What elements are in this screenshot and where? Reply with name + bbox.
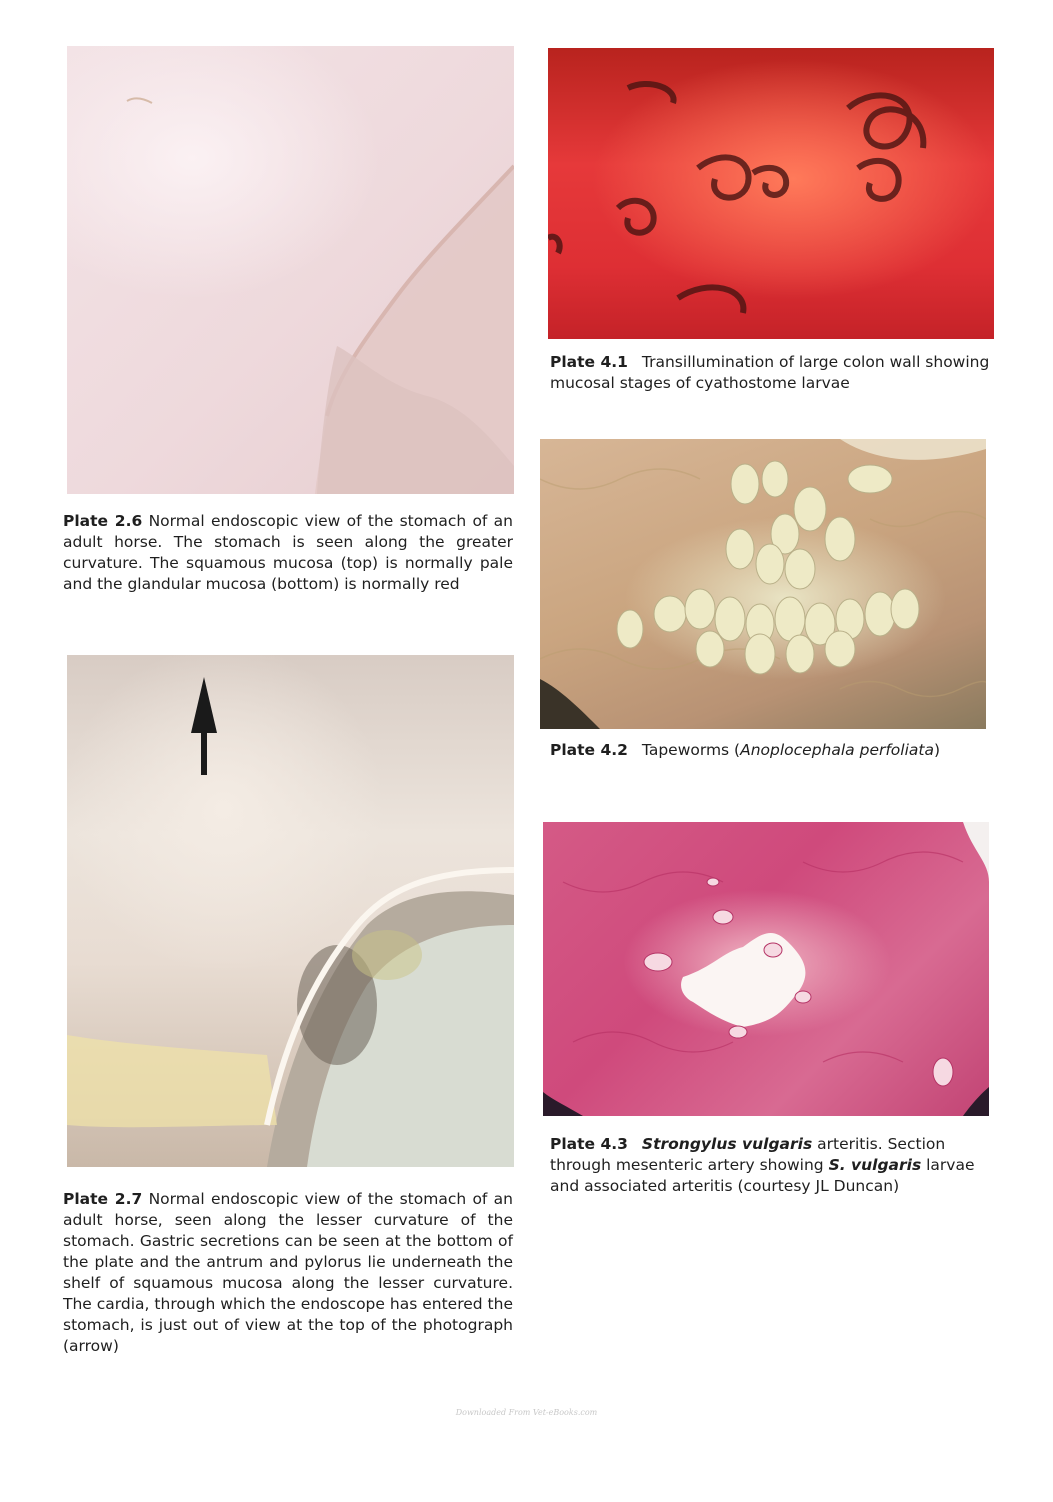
plate-4-1-figure [548,48,994,339]
plate-4-1-text: Transillumination of large colon wall showing mucosal stages of cyathostome larvae [550,353,990,392]
plate-4-2-figure [540,439,986,729]
plate-2-6-image [67,46,514,494]
plate-2-7-text: Normal endoscopic view of the stomach of an adult horse, seen along the lesser curvature of the stomach. Gastric secretions can be seen at the bottom of the plate and the antrum and pylorus lie underneath the shelf of squamous mucosa along the lesser curvature. The cardia, through which the endoscope has entered the stomach, is just out of view at the top of the photograph (arrow) [63,1190,513,1355]
plate-2-7-image [67,655,514,1167]
arrow-icon [191,677,217,733]
plate-4-2-text-prefix: Tapeworms ( [641,741,741,759]
plate-4-1-label: Plate 4.1 [550,353,628,371]
plate-4-2-image [540,439,986,729]
plate-4-2-caption [550,740,1000,761]
plate-4-2-label: Plate 4.2 [550,741,628,759]
plate-2-6-label: Plate 2.6 [63,512,143,530]
plate-2-7-caption [63,1189,513,1357]
download-watermark: Downloaded From Vet-eBooks.com [455,1408,598,1417]
plate-2-6-figure [67,46,514,494]
plate-2-6-text: Normal endoscopic view of the stomach of an adult horse. The stomach is seen along the greater curvature. The squamous mucosa (top) is normally pale and the glandular mucosa (bottom) is normally red [63,512,513,593]
plate-4-3-species: Strongylus vulgaris [641,1135,813,1153]
plate-4-1-caption [550,352,1000,394]
plate-4-2-text-suffix: ) [933,741,941,759]
plate-4-3-text-1: arteritis. Section through mesenteric artery showing [550,1135,946,1174]
plate-4-3-text-2: larvae and associated arteritis (courtesy JL Duncan) [550,1156,975,1195]
plate-4-1-image [548,48,994,339]
plate-4-3-caption [550,1134,1000,1197]
plate-4-2-species: Anoplocephala perfoliata [740,741,934,759]
plate-2-7-figure [67,655,514,1167]
plate-4-3-figure [543,822,989,1116]
plate-4-3-image [543,822,989,1116]
plate-2-6-caption [63,511,513,595]
plate-4-3-species-abbrev: S. vulgaris [828,1156,922,1174]
plate-4-3-label: Plate 4.3 [550,1135,628,1153]
plate-2-7-label: Plate 2.7 [63,1190,143,1208]
